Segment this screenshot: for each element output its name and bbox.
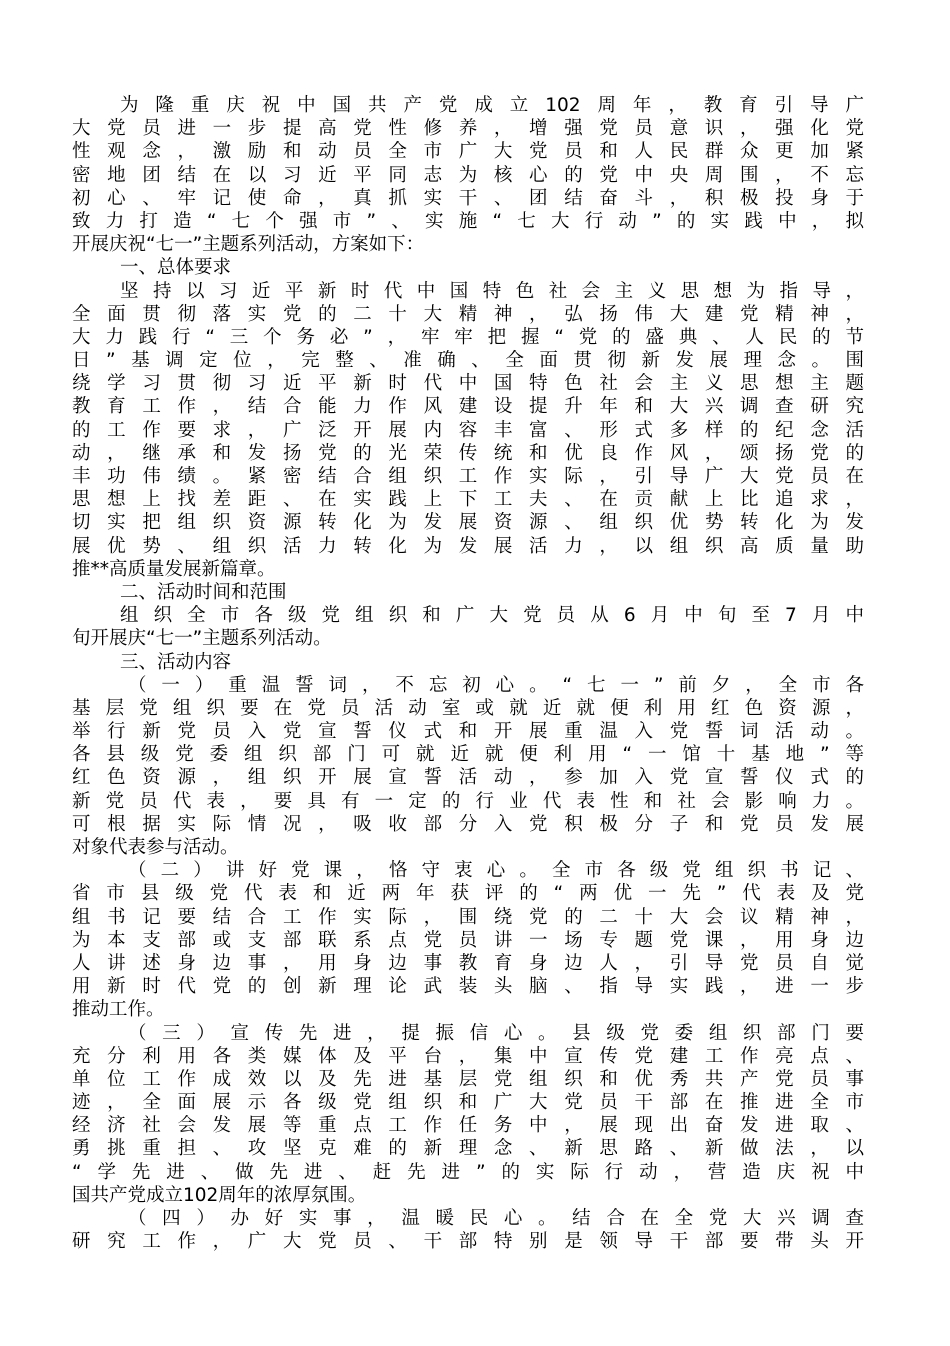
paragraph-intro-line: 开展庆祝“七一”主题系列活动，方案如下： <box>72 234 425 256</box>
paragraph-intro-line: 大党员进一步提高党性修养，增强党员意识，强化党 <box>72 118 864 140</box>
item-1-line: 可根据实际情况，吸收部分入党积极分子和党员发展 <box>72 813 864 835</box>
item-2-line: 推动工作。 <box>72 999 165 1021</box>
section-heading-1: 一、总体要求 <box>120 257 232 279</box>
item-1-line: 各县级党委组织部门可就近就便利用“一馆十基地”等 <box>72 744 864 766</box>
item-1-line: 对象代表参与活动。 <box>72 837 239 858</box>
item-4-line: （四）办好实事，温暖民心。结合在全党大兴调查 <box>128 1208 864 1229</box>
item-1-line: 基层党组织要在党员活动室或就近就便利用红色资源， <box>72 697 864 719</box>
section-1-line: 日”基调定位，完整、准确、全面贯彻新发展理念。围 <box>72 350 864 372</box>
paragraph-intro-line: 密地团结在以习近平同志为核心的党中央周围，不忘 <box>72 164 864 186</box>
item-2-line: 组书记要结合工作实际，围绕党的二十大会议精神， <box>72 906 864 928</box>
section-1-line: 绕学习贯彻习近平新时代中国特色社会主义思想主题 <box>72 373 864 395</box>
section-1-line: 切实把组织资源转化为发展资源、组织优势转化为发 <box>72 512 864 534</box>
item-3-line: 迹，全面展示各级党组织和广大党员干部在推进全市 <box>72 1092 864 1114</box>
item-2-line: 省市县级党代表和近两年获评的“两优一先”代表及党 <box>72 883 864 905</box>
section-heading-3: 三、活动内容 <box>120 651 232 673</box>
paragraph-intro-line: 致力打造“七个强市”、实施“七大行动”的实践中，拟 <box>72 210 864 232</box>
item-2-line: 人讲述身边事，用身边事教育身边人，引导党员自觉 <box>72 952 864 974</box>
section-1-line: 展优势、组织活力转化为发展活力，以组织高质量助 <box>72 535 864 557</box>
item-1-line: 新党员代表，要具有一定的行业代表性和社会影响力。 <box>72 790 864 812</box>
section-1-line: 的工作要求，广泛开展内容丰富、形式多样的纪念活 <box>72 419 864 441</box>
section-2-line: 组织全市各级党组织和广大党员从6月中旬至7月中 <box>120 605 864 627</box>
section-1-line: 丰功伟绩。紧密结合组织工作实际，引导广大党员在 <box>72 466 864 487</box>
paragraph-intro-line: 性观念，激励和动员全市广大党员和人民群众更加紧 <box>72 141 864 163</box>
item-3-line: 充分利用各类媒体及平台，集中宣传党建工作亮点、 <box>72 1045 864 1067</box>
item-2-line: 为本支部或支部联系点党员讲一场专题党课，用身边 <box>72 929 864 951</box>
item-3-line: “学先进、做先进、赶先进”的实际行动，营造庆祝中 <box>72 1161 864 1183</box>
section-1-line: 推**高质量发展新篇章。 <box>72 558 276 580</box>
section-1-line: 坚持以习近平新时代中国特色社会主义思想为指导， <box>120 280 864 302</box>
item-3-line: 单位工作成效以及先进基层党组织和优秀共产党员事 <box>72 1068 864 1090</box>
section-2-line: 旬开展庆“七一”主题系列活动。 <box>72 628 332 650</box>
item-4-line: 研究工作，广大党员、干部特别是领导干部要带头开 <box>72 1231 864 1253</box>
item-3-line: 经济社会发展等重点工作任务中，展现出奋发进取、 <box>72 1115 864 1137</box>
section-1-line: 全面贯彻落实党的二十大精神，弘扬伟大建党精神， <box>72 303 864 325</box>
section-1-line: 思想上找差距、在实践上下工夫、在贡献上比追求， <box>72 489 864 511</box>
section-1-line: 大力践行“三个务必”，牢牢把握“党的盛典、人民的节 <box>72 326 864 348</box>
item-1-line: （一）重温誓词，不忘初心。“七一”前夕，全市各 <box>128 674 864 696</box>
item-2-line: 用新时代党的创新理论武装头脑、指导实践，进一步 <box>72 976 864 998</box>
item-3-line: 国共产党成立102周年的浓厚氛围。 <box>72 1184 367 1206</box>
paragraph-intro-line: 初心、牢记使命，真抓实干、团结奋斗，积极投身于 <box>72 187 864 209</box>
section-1-line: 教育工作，结合能力作风建设提升年和大兴调查研究 <box>72 396 864 418</box>
paragraph-intro-line: 为隆重庆祝中国共产党成立102周年，教育引导广 <box>120 95 864 116</box>
item-1-line: 举行新党员入党宣誓仪式和开展重温入党誓词活动。 <box>72 721 864 743</box>
item-3-line: （三）宣传先进，提振信心。县级党委组织部门要 <box>128 1022 864 1044</box>
document-body <box>72 94 864 1253</box>
section-heading-2: 二、活动时间和范围 <box>120 581 287 603</box>
item-3-line: 勇挑重担、攻坚克难的新理念、新思路、新做法，以 <box>72 1138 864 1160</box>
section-1-line: 动，继承和发扬党的光荣传统和优良作风，颂扬党的 <box>72 442 864 464</box>
item-1-line: 红色资源，组织开展宣誓活动，参加入党宣誓仪式的 <box>72 767 864 789</box>
item-2-line: （二）讲好党课，恪守衷心。全市各级党组织书记、 <box>128 860 864 882</box>
